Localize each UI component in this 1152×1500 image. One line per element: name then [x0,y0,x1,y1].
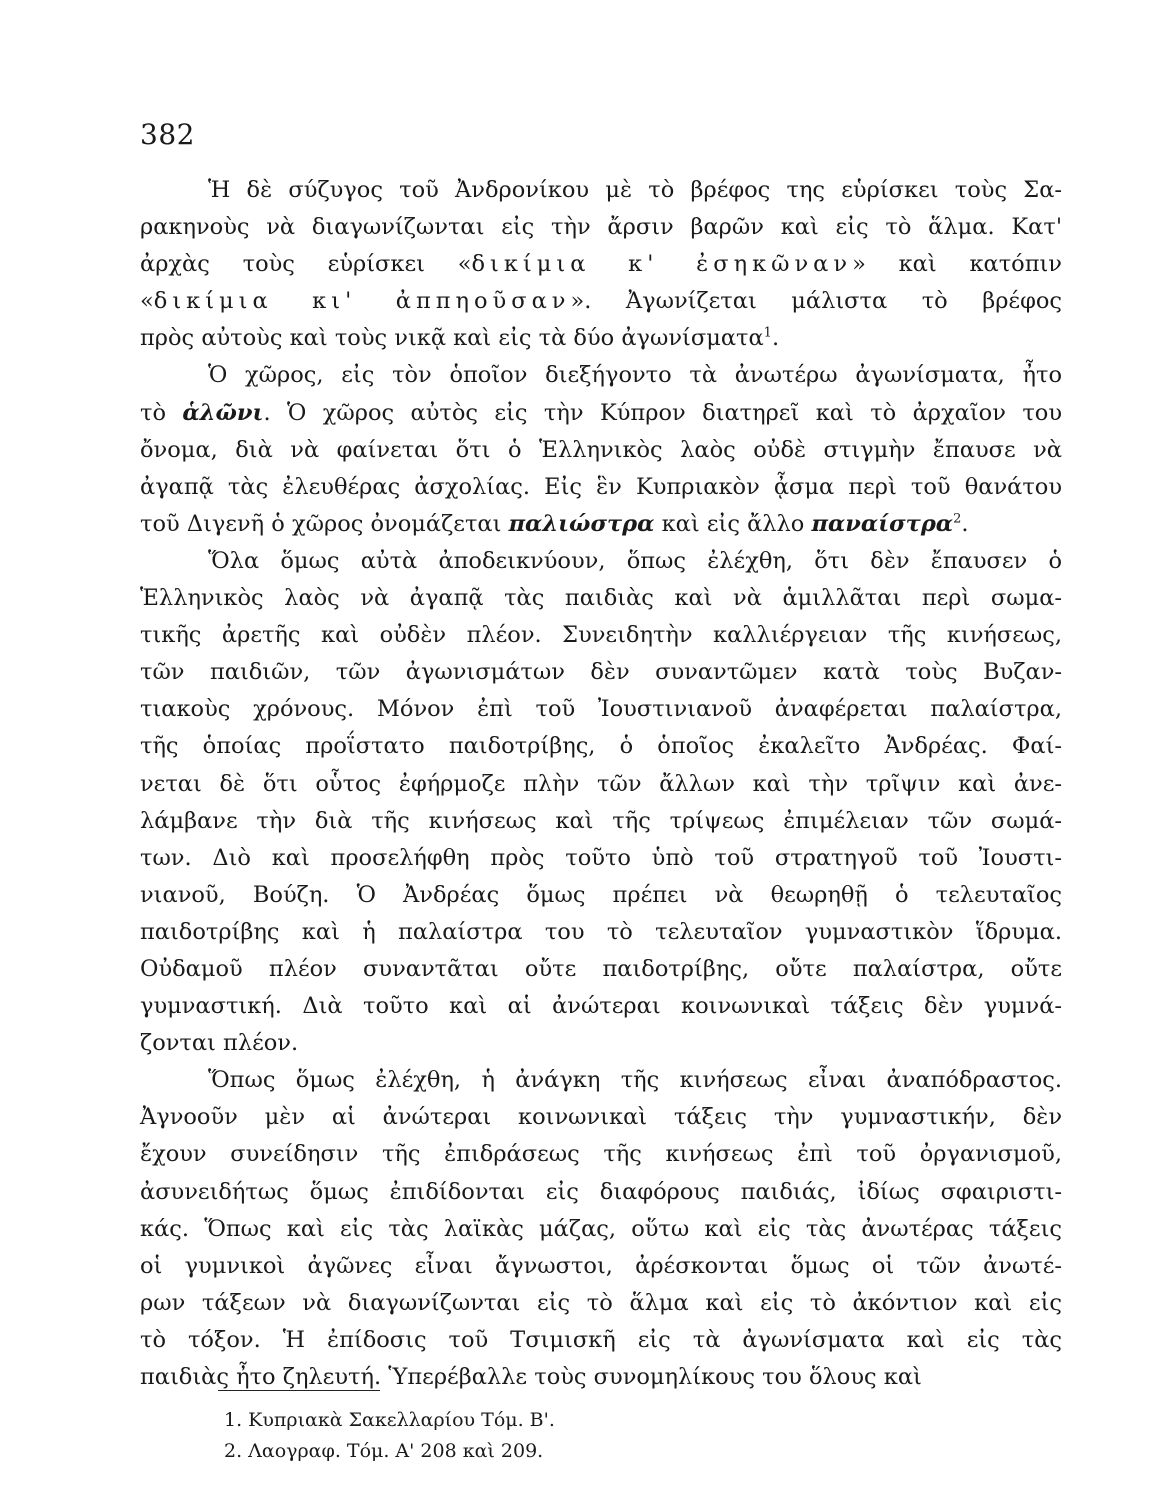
page-number: 382 [140,118,195,151]
text-line [140,432,1062,469]
text-segment: Ὁ χῶρος, εἰς τὸν ὁποῖον διεξήγοντο τὰ ἀνωτέρω ἀγωνίσματα, ἦτο [208,362,1062,389]
footnote-ref: 2 [953,511,962,527]
text-segment: τιακοὺς χρόνους. Μόνον ἐπὶ τοῦ Ἰουστινιανοῦ ἀναφέρεται παλαίστρα, [140,696,1062,723]
spaced-quote: δικίμια κ' ἐσηκῶναν [471,251,853,278]
text-segment: ρακηνοὺς νὰ διαγωνίζωνται εἰς τὴν ἄρσιν βαρῶν καὶ εἰς τὸ ἅλμα. Κατ' [140,214,1062,241]
text-line [140,246,1062,283]
text-line [140,988,1062,1025]
text-line [140,691,1062,728]
text-line [140,877,1062,914]
text-segment: . [771,325,780,352]
text-line [140,914,1062,951]
text-segment: Ἑλληνικὸς λαὸς νὰ ἀγαπᾷ τὰς παιδιὰς καὶ νὰ ἁμιλλᾶται περὶ σωμα- [140,585,1062,612]
text-line [140,728,1062,765]
text-segment: τικῆς ἀρετῆς καὶ οὐδὲν πλέον. Συνειδητὴν καλλιέργειαν τῆς κινήσεως, [140,622,1062,649]
text-line [140,1025,1062,1062]
text-line [140,617,1062,654]
text-line [140,209,1062,246]
text-segment: πρὸς αὐτοὺς καὶ τοὺς νικᾷ καὶ εἰς τὰ δύο ἀγωνίσματα [140,325,764,352]
text-segment: ἀρχὰς τοὺς εὑρίσκει « [140,251,472,278]
text-line [140,1322,1062,1359]
footnotes [224,1405,555,1467]
text-segment: ὄνομα, διὰ νὰ φαίνεται ὅτι ὁ Ἑλληνικὸς λαὸς οὐδὲ στιγμὴν ἔπαυσε νὰ [140,436,1062,463]
text-line [140,1211,1062,1248]
text-line [140,1062,1062,1099]
text-line [140,766,1062,803]
text-segment: ἔχουν συνείδησιν τῆς ἐπιδράσεως τῆς κινήσεως ἐπὶ τοῦ ὀργανισμοῦ, [140,1141,1062,1168]
text-segment: νεται δὲ ὅτι οὗτος ἐφήρμοζε πλὴν τῶν ἄλλων καὶ τὴν τρῖψιν καὶ ἀνε- [140,770,1062,797]
text-segment: τοῦ Διγενῆ ὁ χῶρος ὀνομάζεται [140,510,509,537]
text-segment: ἀγαπᾷ τὰς ἐλευθέρας ἀσχολίας. Εἰς ἓν Κυπριακὸν ᾆσμα περὶ τοῦ θανάτου [140,473,1062,500]
emphasized-term: παναίστρα [811,510,954,537]
text-line [140,469,1062,506]
text-segment: καὶ εἰς ἄλλο [654,510,812,537]
emphasized-term: ἁλῶνι [182,399,264,426]
text-segment: Οὐδαμοῦ πλέον συναντᾶται οὔτε παιδοτρίβης, οὔτε παλαίστρα, οὔτε [140,955,1062,982]
text-line [140,1099,1062,1136]
text-segment: τῶν παιδιῶν, τῶν ἀγωνισμάτων δὲν συναντῶμεν κατὰ τοὺς Βυζαν- [140,659,1062,686]
text-line [140,283,1062,320]
paragraph [140,1062,1062,1396]
footnote-2: 2. Λαογραφ. Τόμ. Α' 208 καὶ 209. [224,1440,544,1462]
text-segment: κάς. Ὅπως καὶ εἰς τὰς λαϊκὰς μάζας, οὕτω καὶ εἰς τὰς ἀνωτέρας τάξεις [140,1215,1062,1242]
footnote-separator [218,1390,380,1391]
paragraph [140,172,1062,357]
text-segment: τὸ [140,399,183,426]
text-segment: ἀσυνειδήτως ὅμως ἐπιδίδονται εἰς διαφόρους παιδιάς, ἰδίως σφαιριστι- [140,1178,1062,1205]
text-segment: Ἡ δὲ σύζυγος τοῦ Ἀνδρονίκου μὲ τὸ βρέφος της εὑρίσκει τοὺς Σα- [208,177,1062,203]
text-line [140,395,1062,432]
text-line [140,320,1062,357]
text-line [140,840,1062,877]
text-line [140,1285,1062,1322]
text-segment: « [140,288,154,315]
text-segment: νιανοῦ, Βούζη. Ὁ Ἀνδρέας ὅμως πρέπει νὰ θεωρηθῇ ὁ τελευταῖος [140,881,1062,908]
text-segment: . Ὁ χῶρος αὐτὸς εἰς τὴν Κύπρον διατηρεῖ καὶ τὸ ἀρχαῖον του [263,399,1062,426]
text-line [140,951,1062,988]
text-segment: των. Διὸ καὶ προσελήφθη πρὸς τοῦτο ὑπὸ τοῦ στρατηγοῦ τοῦ Ἰουστι- [140,844,1062,871]
text-line [140,1136,1062,1173]
text-segment: ». Ἀγωνίζεται μάλιστα τὸ βρέφος [570,288,1062,315]
text-segment: Ὅπως ὅμως ἐλέχθη, ἡ ἀνάγκη τῆς κινήσεως εἶναι ἀναπόδραστος. [208,1067,1062,1094]
text-segment: παιδοτρίβης καὶ ἡ παλαίστρα του τὸ τελευταῖον γυμναστικὸν ἵδρυμα. [140,918,1062,945]
text-line [140,803,1062,840]
text-segment: γυμναστική. Διὰ τοῦτο καὶ αἱ ἀνώτεραι κοινωνικαὶ τάξεις δὲν γυμνά- [140,993,1062,1020]
text-line [140,543,1062,580]
text-line [140,506,1062,543]
text-segment: » καὶ κατόπιν [852,251,1062,278]
text-segment: . [961,510,969,537]
text-segment: τὸ τόξον. Ἡ ἐπίδοσις τοῦ Τσιμισκῆ εἰς τὰ ἀγωνίσματα καὶ εἰς τὰς [140,1326,1062,1353]
text-segment: λάμβανε τὴν διὰ τῆς κινήσεως καὶ τῆς τρίψεως ἐπιμέλειαν τῶν σωμά- [140,807,1062,834]
text-line [140,172,1062,209]
footnote-ref: 1 [763,325,772,341]
text-segment: τῆς ὁποίας προΐστατο παιδοτρίβης, ὁ ὁποῖος ἐκαλεῖτο Ἀνδρέας. Φαί- [140,733,1062,760]
text-segment: οἱ γυμνικοὶ ἀγῶνες εἶναι ἄγνωστοι, ἀρέσκονται ὅμως οἱ τῶν ἀνωτέ- [140,1252,1062,1279]
text-segment: Ὅλα ὅμως αὐτὰ ἀποδεικνύουν, ὅπως ἐλέχθη, ὅτι δὲν ἔπαυσεν ὁ [208,547,1062,574]
text-line [140,1248,1062,1285]
text-line [140,357,1062,394]
text-line [140,580,1062,617]
body-text [140,172,1062,1396]
spaced-quote: δικίμια κι' ἀππηοῦσαν [153,288,571,315]
text-segment: ρων τάξεων νὰ διαγωνίζωνται εἰς τὸ ἅλμα καὶ εἰς τὸ ἀκόντιον καὶ εἰς [140,1289,1062,1316]
text-segment: παιδιὰς ἦτο ζηλευτή. Ὑπερέβαλλε τοὺς συνομηλίκους του ὅλους καὶ [140,1364,922,1390]
text-line [140,654,1062,691]
footnote-1: 1. Κυπριακὰ Σακελλαρίου Τόμ. Β'. [224,1409,555,1431]
emphasized-term: παλιώστρα [508,510,655,537]
text-line [140,1174,1062,1211]
text-segment: Ἀγνοοῦν μὲν αἱ ἀνώτεραι κοινωνικαὶ τάξεις τὴν γυμναστικήν, δὲν [140,1104,1062,1131]
paragraph [140,543,1062,1062]
paragraph [140,357,1062,542]
text-segment: ζονται πλέον. [140,1030,299,1057]
